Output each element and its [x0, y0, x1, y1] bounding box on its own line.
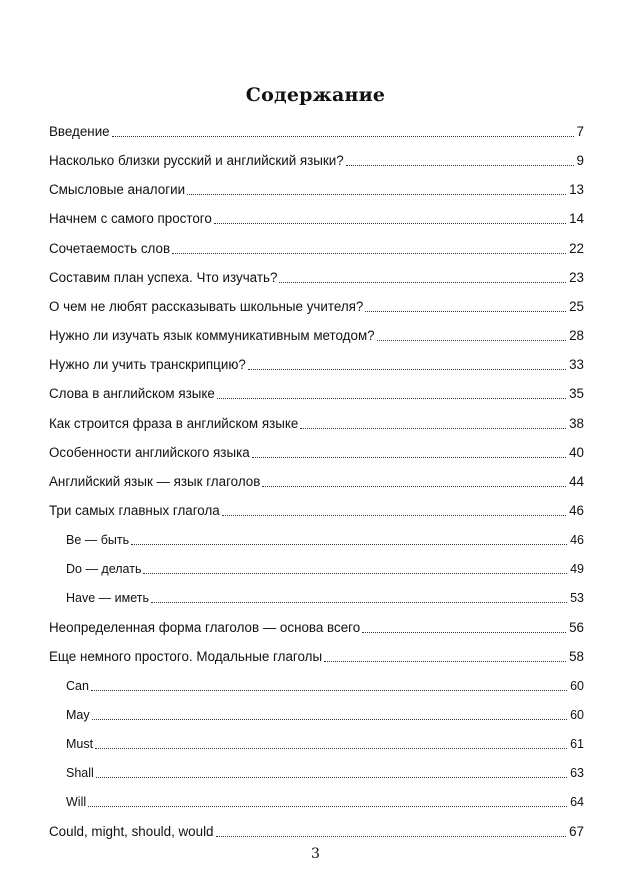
toc-dot-leader — [262, 486, 566, 487]
toc-dot-leader — [248, 369, 566, 370]
toc-entry-page: 56 — [569, 619, 584, 635]
toc-dot-leader — [300, 428, 566, 429]
toc-entry-page: 25 — [569, 298, 584, 314]
toc-entry-label: Be — быть — [66, 533, 130, 548]
toc-entry-label: О чем не любят рассказывать школьные учителя? — [49, 298, 364, 314]
toc-entry-label: Нужно ли изучать язык коммуникативным методом? — [49, 328, 375, 344]
toc-dot-leader — [112, 136, 574, 137]
toc-entry-label: May — [66, 708, 90, 722]
toc-dot-leader — [216, 836, 567, 837]
toc-entry-page: 38 — [569, 415, 584, 431]
toc-entry[interactable] — [49, 614, 584, 636]
toc-entry-page: 28 — [569, 328, 584, 344]
toc-dot-leader — [377, 340, 567, 341]
toc-entry[interactable] — [66, 759, 584, 781]
toc-entry-page: 49 — [570, 562, 584, 577]
toc-entry-label: Смысловые аналогии — [49, 182, 186, 198]
toc-entry-page: 7 — [576, 124, 584, 139]
toc-entry-label: Нужно ли учить транскрипцию? — [49, 357, 246, 373]
toc-entry-page: 40 — [569, 444, 584, 460]
toc-dot-leader — [217, 398, 566, 399]
toc-entry-label: Насколько близки русский и английский языки? — [49, 153, 344, 169]
toc-dot-leader — [362, 632, 566, 633]
toc-dot-leader — [96, 777, 567, 778]
toc-dot-leader — [131, 544, 567, 545]
toc-entry-page: 46 — [570, 533, 584, 548]
toc-entry[interactable] — [66, 788, 584, 810]
toc-entry-page: 23 — [569, 269, 584, 285]
toc-entry[interactable] — [49, 322, 584, 344]
toc-entry[interactable] — [49, 118, 584, 140]
toc-entry[interactable] — [49, 468, 584, 490]
toc-entry-label: Неопределенная форма глаголов — основа всего — [49, 619, 361, 635]
toc-entry-label: Составим план успеха. Что изучать? — [49, 269, 278, 285]
toc-entry-page: 13 — [569, 182, 584, 198]
toc-entry[interactable] — [49, 439, 584, 461]
toc-entry-page: 22 — [569, 240, 584, 256]
toc-entry[interactable] — [49, 818, 584, 840]
toc-entry-label: Could, might, should, would — [49, 823, 214, 839]
toc-dot-leader — [88, 806, 567, 807]
toc-entry[interactable] — [49, 410, 584, 432]
toc-entry-page: 60 — [570, 708, 584, 722]
toc-entry-page: 14 — [569, 211, 584, 227]
page-number: 3 — [311, 846, 320, 862]
toc-entry-page: 53 — [570, 591, 584, 606]
toc-entry[interactable] — [49, 235, 584, 257]
toc-dot-leader — [214, 223, 566, 224]
toc-dot-leader — [252, 457, 566, 458]
toc-entry[interactable] — [66, 672, 584, 694]
toc-entry-page: 58 — [569, 648, 584, 664]
toc-entry-page: 44 — [569, 473, 584, 489]
toc-entry-label: Have — иметь — [66, 591, 149, 606]
toc-dot-leader — [91, 690, 567, 691]
toc-dot-leader — [172, 253, 566, 254]
toc-entry-label: Сочетаемость слов — [49, 240, 171, 256]
page-title: Содержание — [245, 84, 386, 106]
toc-entry-label: Will — [66, 795, 87, 810]
toc-dot-leader — [151, 602, 567, 603]
toc-dot-leader — [365, 311, 566, 312]
toc-entry-page: 60 — [570, 678, 584, 693]
toc-entry-label: Особенности английского языка — [49, 444, 250, 460]
toc-entry[interactable] — [66, 526, 584, 548]
toc-dot-leader — [222, 515, 566, 516]
toc-entry-label: Can — [66, 678, 89, 693]
toc-entry-label: Do — делать — [66, 562, 142, 577]
toc-entry-label: Начнем с самого простого — [49, 211, 212, 227]
toc-entry-label: Must — [66, 737, 94, 752]
toc-entry[interactable] — [66, 584, 584, 606]
toc-entry[interactable] — [49, 351, 584, 373]
toc-entry[interactable] — [66, 730, 584, 752]
toc-entry-page: 63 — [570, 766, 584, 781]
toc-entry-label: Три самых главных глагола — [49, 502, 220, 518]
toc-dot-leader — [346, 165, 574, 166]
toc-dot-leader — [279, 282, 566, 283]
toc-entry-label: Английский язык — язык глаголов — [49, 473, 261, 489]
toc-entry[interactable] — [49, 264, 584, 286]
toc-dot-leader — [92, 719, 567, 720]
toc-entry[interactable] — [66, 701, 584, 723]
toc-entry[interactable] — [49, 643, 584, 665]
toc-entry-label: Слова в английском языке — [49, 386, 215, 402]
toc-entry-page: 35 — [569, 386, 584, 402]
toc-dot-leader — [95, 748, 567, 749]
toc-entry-label: Shall — [66, 766, 94, 781]
toc-entry[interactable] — [49, 176, 584, 198]
toc-entry-page: 9 — [576, 153, 584, 169]
toc-entry-label: Как строится фраза в английском языке — [49, 415, 299, 431]
toc-entry-page: 61 — [570, 737, 584, 752]
toc-entry[interactable] — [49, 497, 584, 519]
toc-dot-leader — [187, 194, 566, 195]
toc-entry-label: Введение — [49, 124, 110, 139]
toc-entry-page: 67 — [569, 823, 584, 839]
toc-entry-label: Еще немного простого. Модальные глаголы — [49, 648, 323, 664]
toc-entry-page: 33 — [569, 357, 584, 373]
toc-entry-page: 64 — [570, 795, 584, 810]
toc-entry[interactable] — [49, 380, 584, 402]
toc-dot-leader — [324, 661, 566, 662]
toc-entry-page: 46 — [569, 502, 584, 518]
toc-dot-leader — [143, 573, 567, 574]
toc-entry[interactable] — [66, 555, 584, 577]
toc-entry[interactable] — [49, 205, 584, 227]
toc-entry[interactable] — [49, 147, 584, 169]
toc-entry[interactable] — [49, 293, 584, 315]
